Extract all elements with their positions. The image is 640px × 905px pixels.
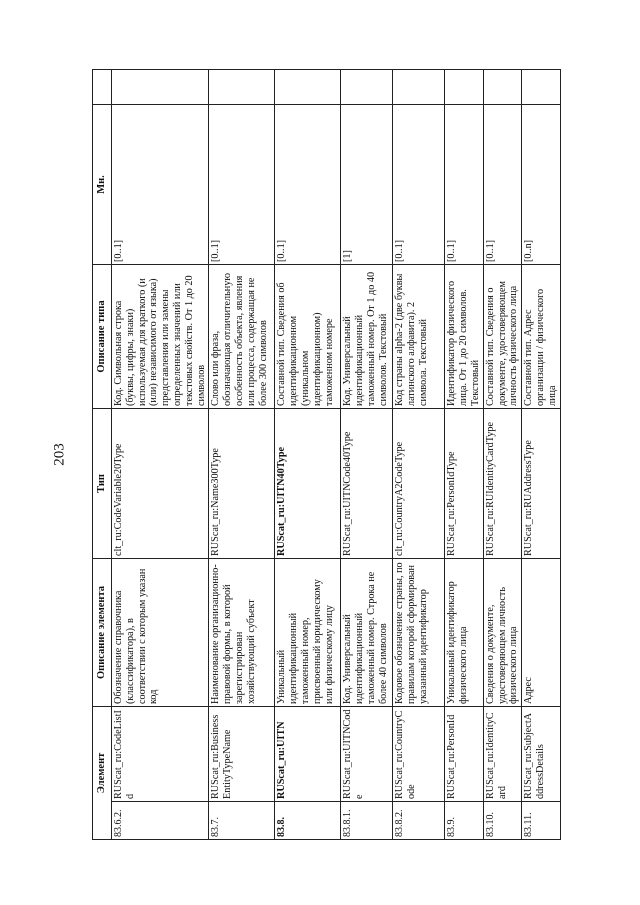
row-type-description: Идентификатор физического лица. От 1 до 20 символов. Текстовый bbox=[445, 265, 483, 409]
table-row bbox=[445, 70, 483, 840]
row-type-description: Код. Символьная строка (буквы, цифры, знаки) используемая для краткого (и (или) независимого от языка) представления или замены определенных значений или текстовых свойств. От 1 до 20 символов bbox=[112, 265, 209, 409]
row-type: RUScat_ru:Name300Type bbox=[209, 409, 275, 559]
row-multiplicity: [0..1] bbox=[112, 105, 209, 265]
row-multiplicity: [0..1] bbox=[393, 105, 445, 265]
row-type: clt_ru:CodeVariable20Type bbox=[112, 409, 209, 559]
table-row bbox=[112, 70, 209, 840]
row-multiplicity: [0..1] bbox=[445, 105, 483, 265]
row-blank bbox=[445, 70, 483, 105]
row-element: RUScat_ru:CodeListId bbox=[112, 707, 209, 802]
rotated-table-container bbox=[92, 70, 558, 840]
table-row bbox=[393, 70, 445, 840]
table-row bbox=[341, 70, 393, 840]
header-multiplicity: Мн. bbox=[93, 105, 112, 265]
row-type: RUScat_ru:PersonIdType bbox=[445, 409, 483, 559]
header-element: Элемент bbox=[93, 707, 112, 840]
row-element: RUScat_ru:UITN bbox=[275, 707, 341, 802]
row-element-description: Обозначение справочника (классификатора), в соответствии с которым указан код bbox=[112, 559, 209, 707]
row-element-description: Адрес bbox=[522, 559, 560, 707]
row-type-description: Код страны alpha-2 (две буквы латинского алфавита). 2 символа. Текстовый bbox=[393, 265, 445, 409]
row-number: 83.10. bbox=[483, 802, 521, 840]
row-blank bbox=[341, 70, 393, 105]
header-type: Тип bbox=[93, 409, 112, 559]
table-row bbox=[522, 70, 560, 840]
row-type: RUScat_ru:RUAddressType bbox=[522, 409, 560, 559]
table-row bbox=[209, 70, 275, 840]
row-element-description: Наименование организационно-правовой формы, в которой зарегистрирован хозяйствующий субъект bbox=[209, 559, 275, 707]
row-element-description: Код. Универсальный идентификационный таможенный номер. Строка не более 40 символов bbox=[341, 559, 393, 707]
header-type-description: Описание типа bbox=[93, 265, 112, 409]
row-type-description: Составной тип. Адрес организации / физического лица bbox=[522, 265, 560, 409]
row-type-description: Составной тип. Сведения об идентификационном (уникальном идентификационном) таможенном номере bbox=[275, 265, 341, 409]
row-element: RUScat_ru:UITNCode bbox=[341, 707, 393, 802]
row-multiplicity: [1] bbox=[341, 105, 393, 265]
row-blank bbox=[209, 70, 275, 105]
header-element-description: Описание элемента bbox=[93, 559, 112, 707]
row-type: RUScat_ru:RUIdentityCardType bbox=[483, 409, 521, 559]
row-type-description: Слово или фраза, обозначающая отличительную особенность объекта, явления или процесса, содержащая не более 300 символов bbox=[209, 265, 275, 409]
row-type: clt_ru:CountryA2CodeType bbox=[393, 409, 445, 559]
row-element-description: Уникальный идентификатор физического лица bbox=[445, 559, 483, 707]
row-blank bbox=[275, 70, 341, 105]
row-element: RUScat_ru:CountryCode bbox=[393, 707, 445, 802]
row-blank bbox=[112, 70, 209, 105]
header-blank bbox=[93, 70, 112, 105]
table-header-row bbox=[93, 70, 112, 840]
row-number: 83.6.2. bbox=[112, 802, 209, 840]
row-element: RUScat_ru:PersonId bbox=[445, 707, 483, 802]
row-number: 83.7. bbox=[209, 802, 275, 840]
row-blank bbox=[483, 70, 521, 105]
row-number: 83.11. bbox=[522, 802, 560, 840]
row-type-description: Составной тип. Сведения о документе, удостоверяющем личность физического лица bbox=[483, 265, 521, 409]
row-element: RUScat_ru:IdentityCard bbox=[483, 707, 521, 802]
page-number: 203 bbox=[51, 443, 68, 466]
row-type: RUScat_ru:UITNCode40Type bbox=[341, 409, 393, 559]
row-element: RUScat_ru:SubjectAddressDetails bbox=[522, 707, 560, 802]
row-element-description: Кодовое обозначение страны, по правилам которой сформирован указанный идентификатор bbox=[393, 559, 445, 707]
row-blank bbox=[393, 70, 445, 105]
row-element-description: Уникальный идентификационный таможенный номер, присвоенный юридическому или физическому лицу bbox=[275, 559, 341, 707]
row-element-description: Сведения о документе, удостоверяющем личность физического лица bbox=[483, 559, 521, 707]
row-multiplicity: [0..1] bbox=[483, 105, 521, 265]
row-number: 83.8. bbox=[275, 802, 341, 840]
row-multiplicity: [0..1] bbox=[275, 105, 341, 265]
row-number: 83.9. bbox=[445, 802, 483, 840]
row-element: RUScat_ru:BusinessEntityTypeName bbox=[209, 707, 275, 802]
row-multiplicity: [0..n] bbox=[522, 105, 560, 265]
table-row bbox=[483, 70, 521, 840]
row-number: 83.8.1. bbox=[341, 802, 393, 840]
row-blank bbox=[522, 70, 560, 105]
row-number: 83.8.2. bbox=[393, 802, 445, 840]
row-type-description: Код. Универсальный идентификационный таможенный номер. От 1 до 40 символов. Текстовый bbox=[341, 265, 393, 409]
data-table bbox=[92, 69, 561, 840]
row-multiplicity: [0..1] bbox=[209, 105, 275, 265]
table-row bbox=[275, 70, 341, 840]
row-type: RUScat_ru:UITN40Type bbox=[275, 409, 341, 559]
